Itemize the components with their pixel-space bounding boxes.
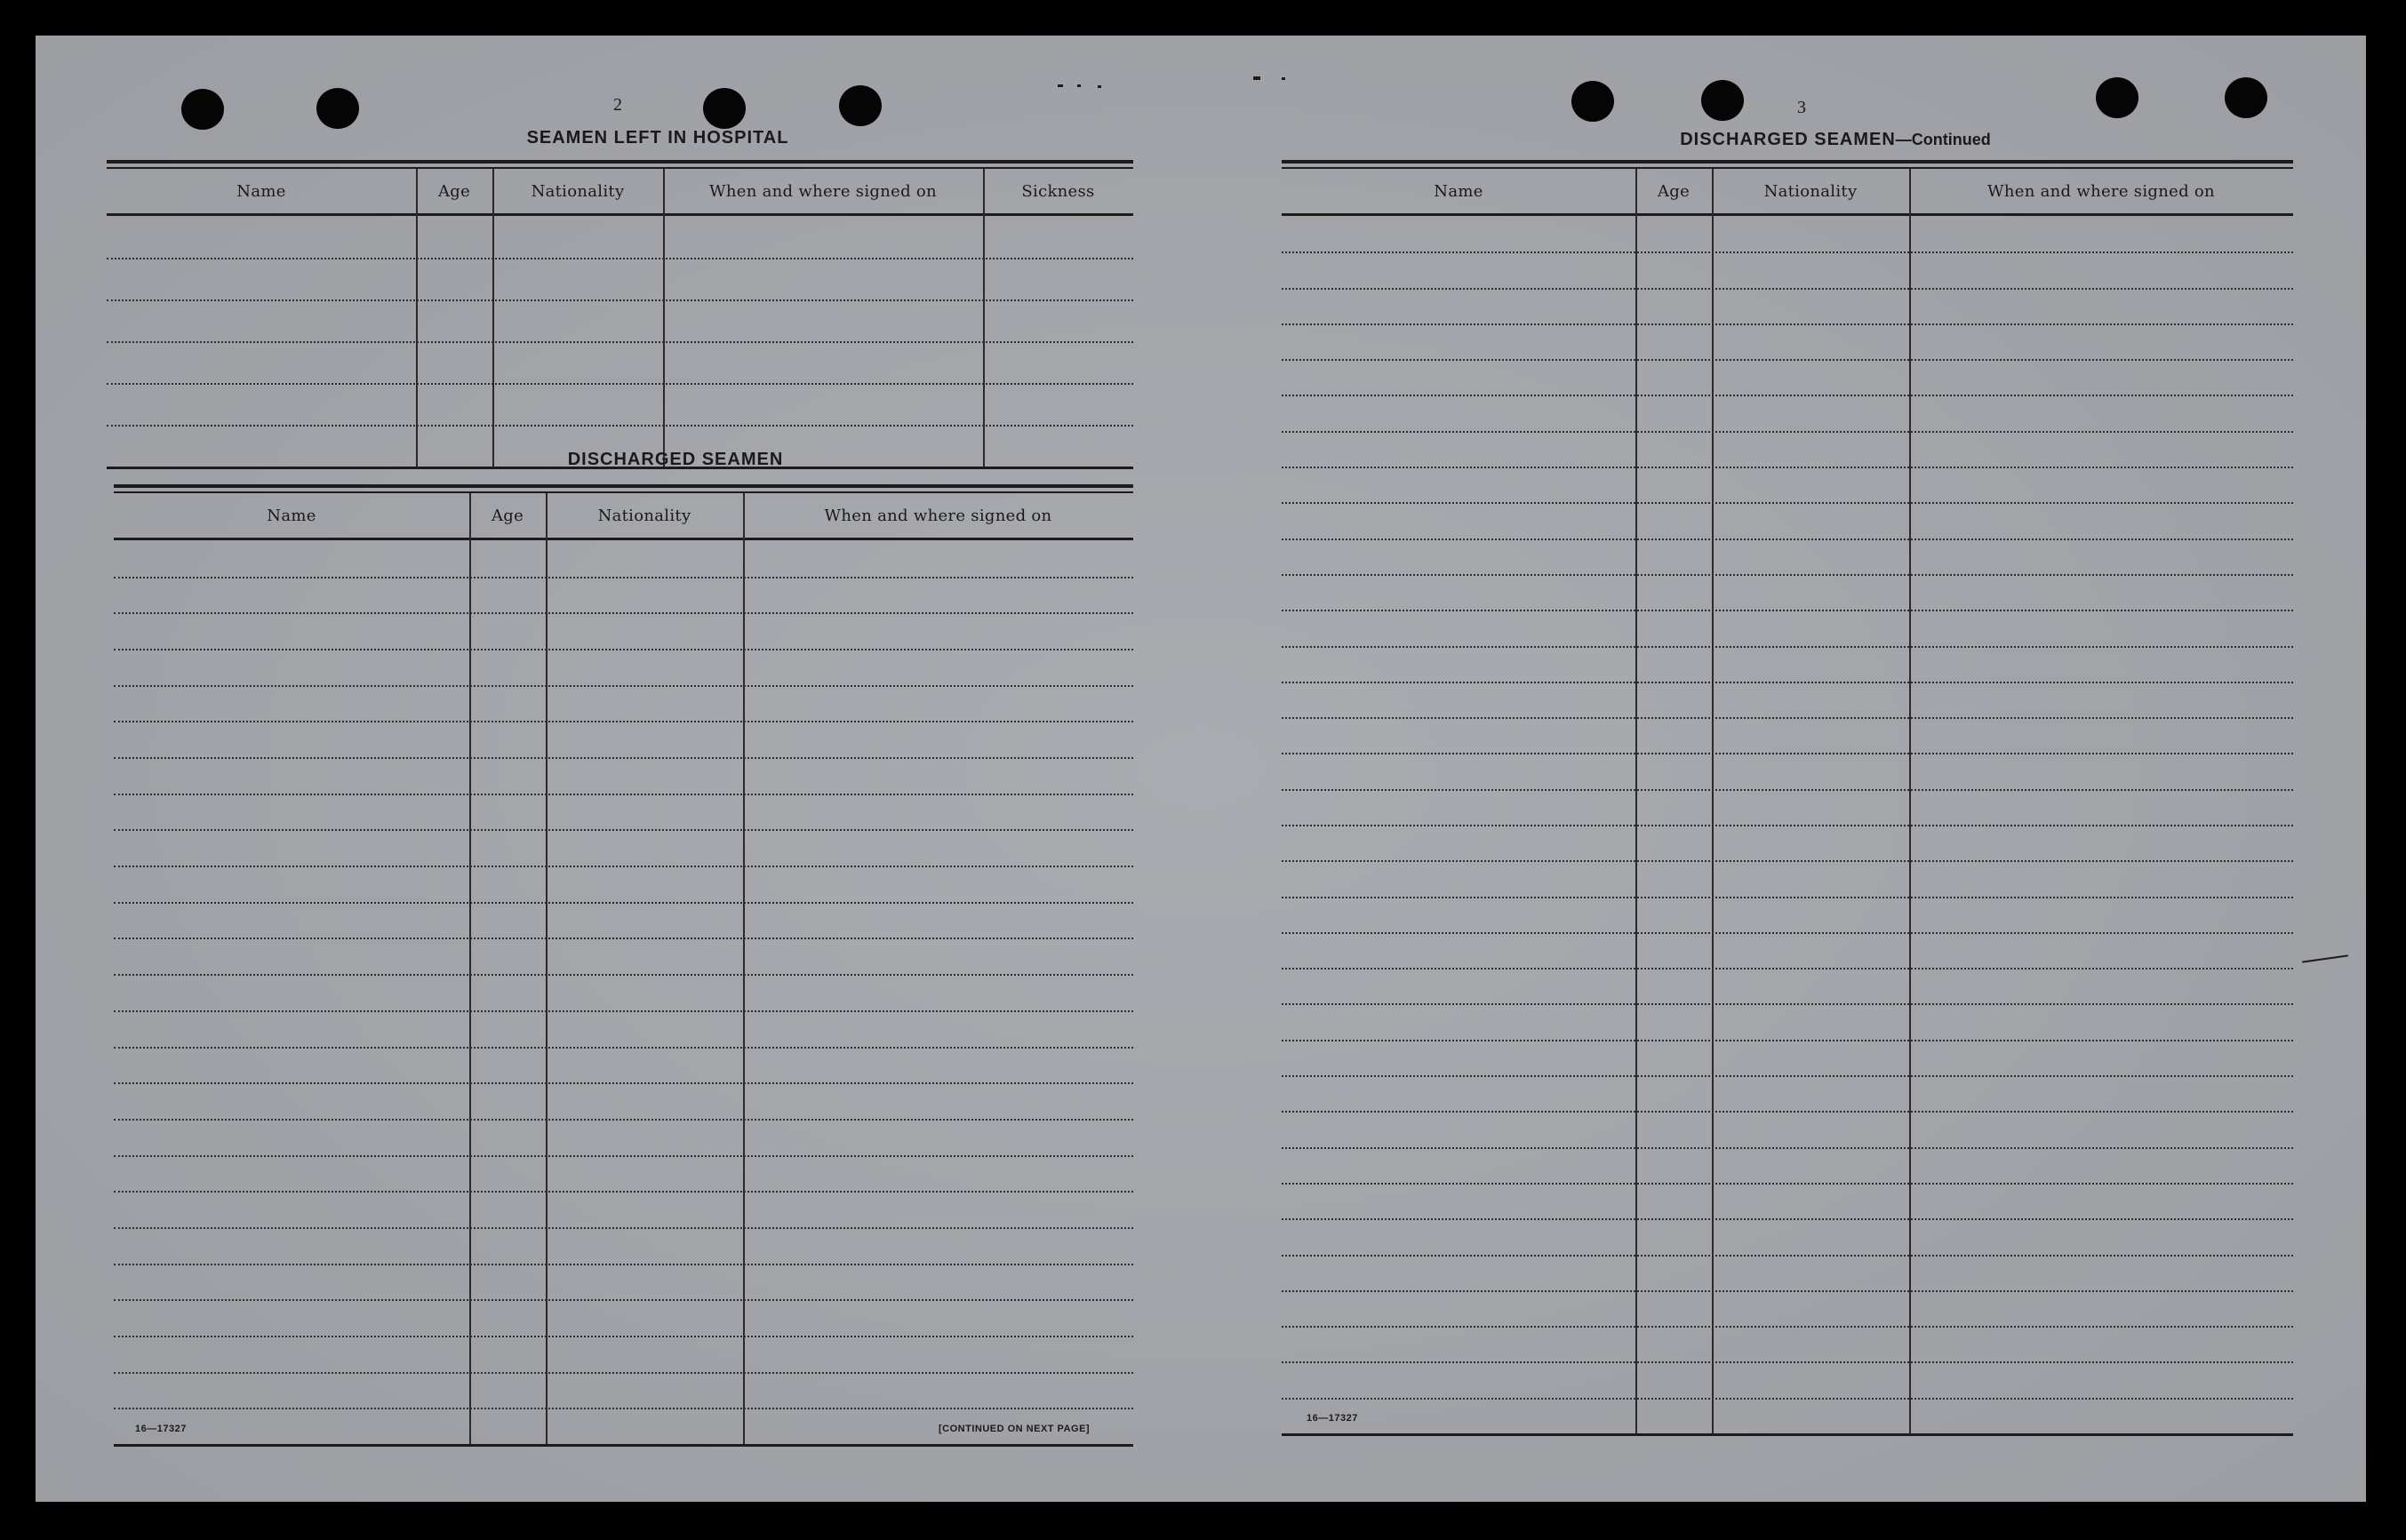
punch-hole — [181, 89, 224, 130]
table-row-line — [1282, 1040, 2293, 1041]
table-row-line — [114, 1119, 1133, 1121]
table-row-line — [107, 383, 1133, 385]
form-number-right: 16—17327 — [1307, 1413, 1358, 1424]
table-row-line — [1282, 932, 2293, 934]
table-row-line — [114, 1336, 1133, 1337]
table-row-line — [1282, 897, 2293, 898]
table-row-line — [114, 757, 1133, 759]
column-divider — [492, 169, 494, 467]
table-row-line — [1282, 860, 2293, 862]
table-row-line — [114, 1299, 1133, 1301]
discharged-table-header — [114, 493, 1133, 538]
table-row-line — [1282, 1111, 2293, 1113]
table-row-line — [114, 577, 1133, 578]
table-row-line — [1282, 431, 2293, 433]
table-row-line — [1282, 646, 2293, 648]
header-bottom-rule — [107, 213, 1133, 216]
table-row-line — [1282, 825, 2293, 826]
col-header-age: Age — [491, 506, 524, 525]
table-row-line — [1282, 539, 2293, 540]
col-header-name: Name — [267, 506, 316, 525]
table-row-line — [114, 1191, 1133, 1193]
table-row-line — [1282, 395, 2293, 396]
discharged-continued-title-main: DISCHARGED SEAMEN — [1680, 130, 1896, 149]
punch-hole — [1701, 80, 1744, 121]
table-row-line — [114, 866, 1133, 867]
table-top-rule — [114, 484, 1133, 488]
continued-note: [CONTINUED ON NEXT PAGE] — [939, 1424, 1091, 1434]
punch-hole — [2225, 77, 2267, 118]
discharged-section-title: DISCHARGED SEAMEN — [567, 450, 784, 469]
punch-hole — [703, 88, 746, 129]
table-bottom-rule — [1282, 1433, 2293, 1436]
col-header-nationality: Nationality — [1763, 181, 1858, 201]
table-row-line — [114, 902, 1133, 904]
table-row-line — [114, 649, 1133, 650]
table-row-line — [1282, 610, 2293, 611]
table-row-line — [1282, 1361, 2293, 1363]
table-row-line — [114, 1372, 1133, 1374]
table-row-line — [1282, 1255, 2293, 1257]
table-top-rule — [1282, 160, 2293, 164]
hospital-section-title: SEAMEN LEFT IN HOSPITAL — [526, 128, 789, 148]
header-bottom-rule — [1282, 213, 2293, 216]
continued-suffix: —Continued — [1895, 131, 1991, 148]
table-row-line — [107, 425, 1133, 427]
scan-speck — [2302, 954, 2348, 962]
table-row-line — [107, 341, 1133, 343]
discharged-continued-table — [1282, 160, 2293, 1440]
table-row-line — [114, 938, 1133, 939]
table-row-line — [107, 258, 1133, 259]
column-divider — [416, 169, 418, 467]
scan-speck — [1098, 85, 1101, 88]
scan-speck — [1253, 76, 1260, 80]
table-row-line — [114, 612, 1133, 614]
table-row-line — [114, 1155, 1133, 1157]
table-row-line — [1282, 717, 2293, 719]
table-row-line — [1282, 251, 2293, 253]
table-row-line — [114, 974, 1133, 976]
table-row-line — [114, 1082, 1133, 1084]
discharged-continued-table-header — [1282, 169, 2293, 213]
punch-hole — [839, 85, 882, 126]
table-row-line — [1282, 1218, 2293, 1220]
table-row-line — [114, 721, 1133, 722]
punch-hole — [1571, 81, 1614, 122]
scan-speck — [1077, 84, 1081, 87]
page-number-left: 2 — [613, 95, 622, 115]
table-row-line — [1282, 1003, 2293, 1005]
table-row-line — [1282, 1075, 2293, 1077]
table-row-line — [1282, 1147, 2293, 1149]
col-header-nationality: Nationality — [531, 181, 625, 201]
table-row-line — [107, 299, 1133, 301]
column-divider — [469, 493, 471, 1444]
column-divider — [546, 493, 548, 1444]
table-row-line — [114, 1408, 1133, 1409]
hospital-table — [107, 160, 1133, 467]
table-row-line — [1282, 1398, 2293, 1400]
table-row-line — [1282, 753, 2293, 754]
col-header-age: Age — [437, 181, 471, 201]
column-divider — [743, 493, 745, 1444]
col-header-nationality: Nationality — [597, 506, 691, 525]
table-row-line — [114, 685, 1133, 687]
col-header-signed-on: When and where signed on — [1987, 181, 2215, 201]
table-row-line — [1282, 1326, 2293, 1328]
table-row-line — [1282, 359, 2293, 361]
table-row-line — [1282, 1183, 2293, 1185]
col-header-sickness: Sickness — [1021, 181, 1095, 201]
table-row-line — [1282, 323, 2293, 325]
punch-hole — [316, 88, 359, 129]
table-row-line — [1282, 968, 2293, 969]
table-row-line — [1282, 288, 2293, 290]
table-bottom-rule — [114, 1444, 1133, 1447]
scan-speck — [1058, 84, 1063, 87]
hospital-table-header — [107, 169, 1133, 213]
scan-speck — [1282, 77, 1285, 80]
table-row-line — [114, 1264, 1133, 1265]
header-bottom-rule — [114, 538, 1133, 540]
table-row-line — [114, 1010, 1133, 1012]
col-header-name: Name — [236, 181, 286, 201]
column-divider — [983, 169, 985, 467]
table-row-line — [114, 794, 1133, 795]
col-header-age: Age — [1657, 181, 1691, 201]
table-row-line — [114, 1227, 1133, 1229]
scanned-form-sheet — [36, 36, 2366, 1502]
table-row-line — [1282, 502, 2293, 504]
table-top-rule — [107, 160, 1133, 164]
col-header-signed-on: When and where signed on — [824, 506, 1052, 525]
table-row-line — [114, 1047, 1133, 1049]
col-header-name: Name — [1434, 181, 1483, 201]
table-row-line — [1282, 467, 2293, 468]
table-row-line — [1282, 682, 2293, 683]
table-row-line — [114, 829, 1133, 831]
punch-hole — [2096, 77, 2138, 118]
discharged-continued-title — [1547, 130, 2124, 150]
col-header-signed-on: When and where signed on — [709, 181, 937, 201]
table-row-line — [1282, 1290, 2293, 1292]
table-row-line — [1282, 574, 2293, 576]
table-row-line — [1282, 789, 2293, 791]
column-divider — [663, 169, 665, 467]
form-number-left: 16—17327 — [135, 1424, 187, 1434]
discharged-table — [114, 484, 1133, 1453]
page-number-right: 3 — [1797, 98, 1806, 117]
